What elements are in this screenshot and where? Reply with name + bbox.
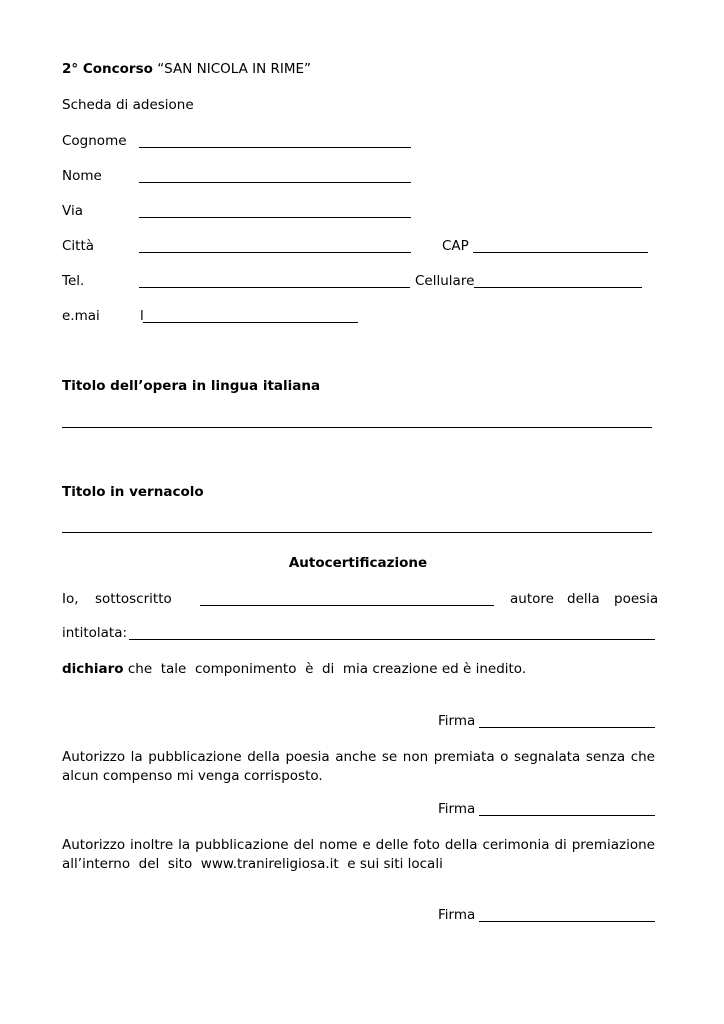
- contest-name: “SAN NICOLA IN RIME”: [157, 61, 312, 77]
- italian-title-label: Titolo dell’opera in lingua italiana: [62, 378, 321, 394]
- cognome-label: Cognome: [62, 133, 127, 149]
- authorization-photos-line2: all’interno del sito www.tranireligiosa.it e sui siti locali: [62, 856, 443, 872]
- form-subtitle: Scheda di adesione: [62, 97, 194, 113]
- vernacular-title-label: Titolo in vernacolo: [62, 484, 204, 500]
- cognome-field[interactable]: [139, 147, 411, 148]
- cap-field[interactable]: [473, 252, 648, 253]
- nome-label: Nome: [62, 168, 102, 184]
- dichiaro-word: dichiaro: [62, 661, 124, 677]
- citta-label: Città: [62, 238, 95, 254]
- citta-field[interactable]: [139, 252, 411, 253]
- firma-label-3: Firma: [438, 907, 476, 923]
- self-cert-autore: autore: [510, 591, 554, 607]
- self-cert-sottoscritto: sottoscritto: [95, 591, 172, 607]
- tel-label: Tel.: [62, 273, 85, 289]
- cellulare-label: Cellulare: [415, 273, 475, 289]
- contest-title: [62, 60, 311, 78]
- contest-prefix: 2° Concorso: [62, 61, 153, 77]
- poem-title-field[interactable]: [129, 639, 655, 640]
- intitolata-label: intitolata:: [62, 625, 128, 641]
- email-value: l: [140, 308, 144, 324]
- author-name-field[interactable]: [200, 605, 494, 606]
- email-field[interactable]: [143, 322, 358, 323]
- signature-field-3[interactable]: [479, 921, 655, 922]
- signature-field-1[interactable]: [479, 727, 655, 728]
- via-field[interactable]: [139, 217, 411, 218]
- cellulare-field[interactable]: [474, 287, 642, 288]
- firma-label-2: Firma: [438, 801, 476, 817]
- authorization-photos-line1: Autorizzo inoltre la pubblicazione del nome e delle foto della cerimonia di premiazione: [62, 837, 655, 853]
- declaration: [62, 660, 526, 678]
- signature-field-2[interactable]: [479, 815, 655, 816]
- email-label: e.mai: [62, 308, 100, 324]
- self-cert-io: Io,: [62, 591, 79, 607]
- italian-title-field[interactable]: [62, 427, 652, 428]
- vernacular-title-field[interactable]: [62, 532, 652, 533]
- tel-field[interactable]: [139, 287, 410, 288]
- self-cert-della: della: [567, 591, 600, 607]
- authorization-publication: Autorizzo la pubblicazione della poesia anche se non premiata o segnalata senza che alcun compenso mi venga corrisposto.: [62, 749, 655, 784]
- self-cert-poesia: poesia: [614, 591, 659, 607]
- authorization-photos: [62, 836, 655, 874]
- firma-label-1: Firma: [438, 713, 476, 729]
- nome-field[interactable]: [139, 182, 411, 183]
- cap-label: CAP: [442, 238, 469, 254]
- declaration-text: che tale componimento è di mia creazione ed è inedito.: [127, 661, 527, 677]
- self-cert-heading: Autocertificazione: [288, 555, 428, 571]
- via-label: Via: [62, 203, 83, 219]
